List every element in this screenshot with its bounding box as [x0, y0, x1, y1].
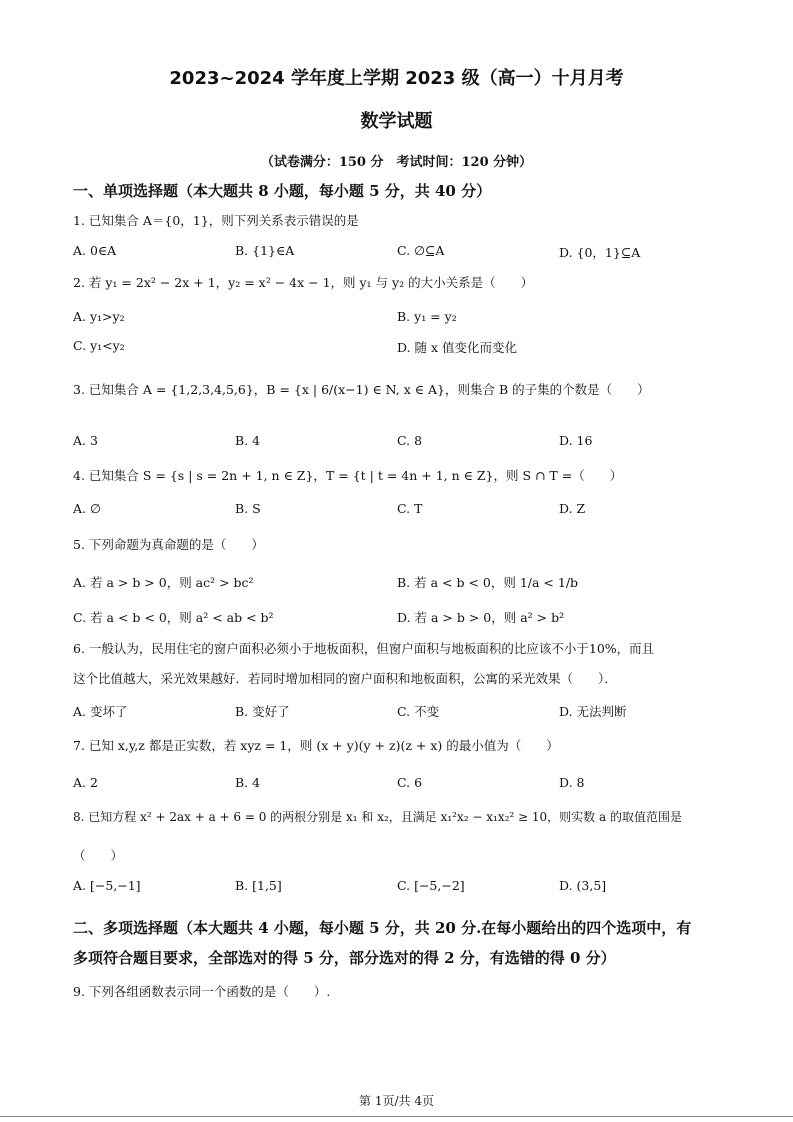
q7-option-a: A. 2 [73, 775, 98, 790]
q7-option-d: D. 8 [559, 775, 585, 790]
q5-option-a: A. 若 a > b > 0，则 ac² > bc² [73, 575, 254, 590]
q5-option-d: D. 若 a > b > 0，则 a² > b² [397, 610, 565, 625]
q4-option-c: C. T [397, 501, 423, 516]
q2-option-d: D. 随 x 值变化而变化 [397, 340, 518, 355]
q6-option-c: C. 不变 [397, 704, 440, 719]
q6-option-d: D. 无法判断 [559, 704, 627, 719]
section1-heading: 一、单项选择题（本大题共 8 小题，每小题 5 分，共 40 分） [73, 182, 492, 200]
section2-heading-line2: 多项符合题目要求，全部选对的得 5 分，部分选对的得 2 分，有选错的得 0 分） [73, 949, 616, 967]
exam-title: 2023~2024 学年度上学期 2023 级（高一）十月月考 [169, 68, 624, 89]
q3-option-a: A. 3 [73, 433, 98, 448]
q1-option-b: B. {1}∈A [235, 243, 295, 258]
q5-option-c: C. 若 a < b < 0，则 a² < ab < b² [73, 610, 274, 625]
q6-stem-line1: 6. 一般认为，民用住宅的窗户面积必须小于地板面积，但窗户面积与地板面积的比应该不小于10%，而且 [73, 641, 655, 656]
q8-stem-line1: 8. 已知方程 x² + 2ax + a + 6 = 0 的两根分别是 x₁ 和 x₂，且满足 x₁²x₂ − x₁x₂² ≥ 10，则实数 a 的取值范围是 [73, 810, 682, 824]
q7-option-b: B. 4 [235, 775, 261, 790]
q4-option-d: D. Z [559, 501, 586, 516]
q1-option-d: D. {0，1}⊆A [559, 245, 641, 260]
q9-stem: 9. 下列各组函数表示同一个函数的是（ ）. [73, 984, 331, 999]
q2-option-a: A. y₁>y₂ [73, 309, 125, 324]
q3-option-d: D. 16 [559, 433, 593, 448]
q5-option-b: B. 若 a < b < 0，则 1/a < 1/b [397, 575, 579, 590]
q6-option-b: B. 变好了 [235, 704, 290, 719]
q3-stem: 3. 已知集合 A = {1,2,3,4,5,6}，B = {x | 6/(x−1) ∈ N, x ∈ A}，则集合 B 的子集的个数是（ ） [73, 382, 650, 397]
exam-subtitle: 数学试题 [360, 111, 433, 132]
q8-option-d: D. (3,5] [559, 878, 607, 893]
q3-option-b: B. 4 [235, 433, 261, 448]
q7-stem: 7. 已知 x,y,z 都是正实数，若 xyz = 1，则 (x + y)(y + z)(z + x) 的最小值为（ ） [73, 738, 559, 753]
q2-stem: 2. 若 y₁ = 2x² − 2x + 1，y₂ = x² − 4x − 1，则 y₁ 与 y₂ 的大小关系是（ ） [73, 275, 534, 290]
q5-stem: 5. 下列命题为真命题的是（ ） [73, 537, 264, 552]
q1-option-c: C. ∅⊆A [397, 243, 445, 258]
q8-stem-line2: （ ） [73, 848, 124, 863]
q1-stem: 1. 已知集合 A＝{0，1}，则下列关系表示错误的是 [73, 213, 359, 228]
q1-option-a: A. 0∈A [73, 243, 117, 258]
q8-option-a: A. [−5,−1] [73, 878, 141, 893]
bottom-rule [0, 1116, 793, 1117]
q8-option-b: B. [1,5] [235, 878, 282, 893]
exam-info: （试卷满分：150 分 考试时间：120 分钟） [260, 155, 533, 170]
q8-option-c: C. [−5,−2] [397, 878, 465, 893]
q6-stem-line2: 这个比值越大，采光效果越好．若同时增加相同的窗户面积和地板面积，公寓的采光效果（ ）． [73, 671, 617, 686]
q4-option-a: A. ∅ [73, 501, 101, 516]
q2-option-c: C. y₁<y₂ [73, 338, 125, 353]
q7-option-c: C. 6 [397, 775, 423, 790]
q4-stem: 4. 已知集合 S = {s | s = 2n + 1, n ∈ Z}，T = {t | t = 4n + 1, n ∈ Z}，则 S ∩ T =（ ） [73, 468, 623, 483]
page-footer: 第 1页/共 4页 [359, 1094, 434, 1108]
q2-option-b: B. y₁ = y₂ [397, 309, 457, 324]
q3-option-c: C. 8 [397, 433, 423, 448]
section2-heading-line1: 二、多项选择题（本大题共 4 小题，每小题 5 分，共 20 分.在每小题给出的四个选项中，有 [73, 919, 692, 937]
q6-option-a: A. 变坏了 [73, 704, 128, 719]
q4-option-b: B. S [235, 501, 261, 516]
